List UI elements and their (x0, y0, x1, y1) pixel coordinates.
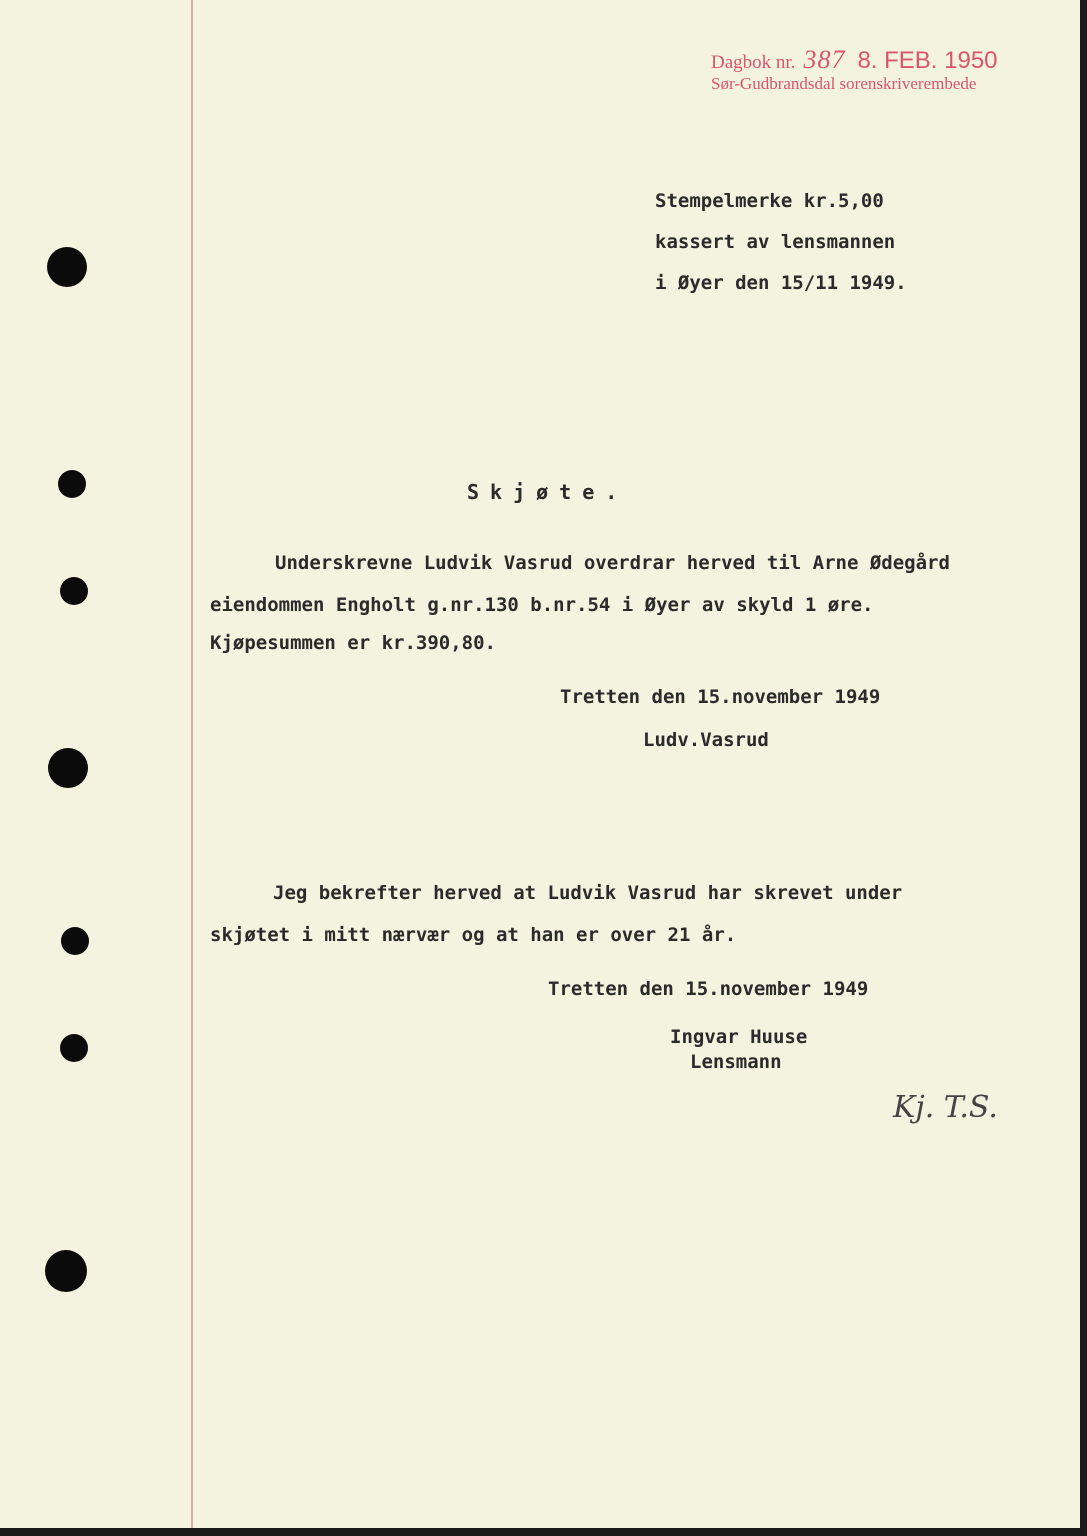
punch-hole (47, 247, 87, 287)
handwritten-initials: Kj. T.S. (893, 1090, 998, 1125)
deed-paragraph-line: eiendommen Engholt g.nr.130 b.nr.54 i Øyer av skyld 1 øre. (210, 594, 874, 616)
stamp-number: 387 (803, 45, 846, 74)
witness-place-date: Tretten den 15.november 1949 (548, 978, 869, 1000)
punch-hole (61, 927, 89, 955)
fee-note-line: kassert av lensmannen (655, 231, 896, 253)
deed-paragraph-line: Underskrevne Ludvik Vasrud overdrar herved til Arne Ødegård (275, 552, 950, 574)
punch-hole (48, 748, 88, 788)
witness-paragraph-line: Jeg bekrefter herved at Ludvik Vasrud har skrevet under (273, 882, 903, 904)
fee-note-line: i Øyer den 15/11 1949. (655, 272, 907, 294)
registration-stamp (711, 45, 998, 75)
witness-title: Lensmann (690, 1051, 782, 1073)
punch-hole (58, 470, 86, 498)
stamp-office: Sør-Gudbrandsdal sorenskriverembede (711, 74, 977, 93)
punch-hole (60, 577, 88, 605)
witness-paragraph-line: skjøtet i mitt nærvær og at han er over 21 år. (210, 924, 737, 946)
stamp-date: 8. FEB. 1950 (857, 47, 998, 74)
deed-signature: Ludv.Vasrud (643, 729, 769, 751)
witness-name: Ingvar Huuse (670, 1026, 808, 1048)
deed-paragraph-line: Kjøpesummen er kr.390,80. (210, 632, 496, 654)
deed-place-date: Tretten den 15.november 1949 (560, 686, 881, 708)
punch-hole (45, 1250, 87, 1292)
stamp-label: Dagbok nr. (711, 52, 796, 73)
document-heading: Skjøte. (467, 480, 629, 504)
fee-note-line: Stempelmerke kr.5,00 (655, 190, 884, 212)
margin-rule (191, 0, 193, 1528)
punch-hole (60, 1034, 88, 1062)
